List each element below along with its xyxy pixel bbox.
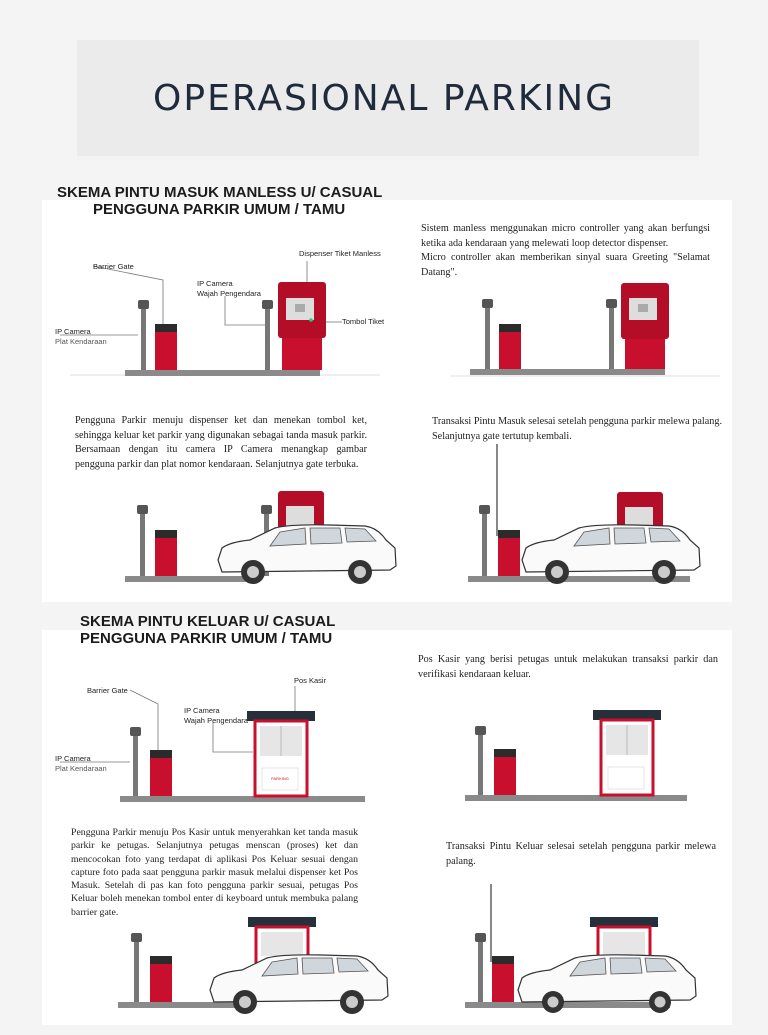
- label-ip-camera-plate-2: Plat Kendaraan: [55, 764, 107, 773]
- camera-icon: [475, 726, 486, 735]
- label-tombol-tiket: Tombol Tiket: [342, 317, 385, 326]
- label-ip-camera-face-2: Wajah Pengendara: [197, 289, 261, 298]
- road-base: [125, 370, 320, 376]
- exit-diagram-2: [460, 705, 720, 805]
- barrier-arm-raised: [490, 884, 492, 962]
- barrier-gate: [150, 757, 172, 796]
- barrier-arm-raised: [496, 444, 498, 536]
- page-title: OPERASIONAL PARKING: [153, 78, 615, 119]
- exit-diagram-4: [460, 880, 710, 1015]
- barrier-gate: [494, 756, 516, 795]
- label-barrier-gate: Barrier Gate: [93, 262, 134, 271]
- camera-pole: [141, 305, 146, 370]
- camera-icon: [130, 727, 141, 736]
- car-icon: [218, 525, 396, 584]
- camera-icon: [606, 299, 617, 308]
- entry-desc-top-right-1: Sistem manless menggunakan micro controller yang akan berfungsi ketika ada kendaraan yang melewati loop detector dispenser.: [421, 223, 710, 249]
- label-ip-camera-plate: IP Camera: [55, 327, 91, 336]
- car-icon: [522, 525, 700, 584]
- exit-diagram-3: [110, 912, 400, 1017]
- barrier-gate: [150, 963, 172, 1002]
- exit-desc-bottom-right: Transaksi Pintu Keluar selesai setelah pengguna parkir melewa palang.: [446, 841, 716, 867]
- label-ip-camera-face: IP Camera: [197, 279, 233, 288]
- barrier-gate: [155, 331, 177, 370]
- label-barrier-gate: Barrier Gate: [87, 686, 128, 695]
- entry-title-line2: PENGGUNA PARKIR UMUM / TAMU: [93, 201, 346, 218]
- label-ip-camera-face-2: Wajah Pengendara: [184, 716, 248, 725]
- entry-desc-top-right: [421, 222, 710, 280]
- exit-desc-top-right: Pos Kasir yang berisi petugas untuk melakukan transaksi parkir dan verifikasi kendaraan keluar.: [418, 654, 718, 680]
- label-ip-camera-plate-2: Plat Kendaraan: [55, 337, 107, 346]
- car-icon: [210, 955, 388, 1014]
- pos-kasir-booth: [593, 710, 661, 795]
- label-ip-camera-face: IP Camera: [184, 706, 220, 715]
- entry-diagram-4: [460, 440, 725, 590]
- camera-pole: [265, 305, 270, 370]
- barrier-gate: [499, 331, 521, 369]
- camera-icon: [479, 505, 490, 514]
- barrier-gate-top: [155, 324, 177, 332]
- label-pos-kasir: Pos Kasir: [294, 676, 327, 685]
- svg-text:PARKING: PARKING: [271, 776, 289, 781]
- barrier-gate: [155, 537, 177, 576]
- exit-title-line1: SKEMA PINTU KELUAR U/ CASUAL: [80, 613, 336, 630]
- camera-icon: [261, 505, 272, 514]
- camera-icon: [262, 300, 273, 309]
- exit-desc-bottom-left: Pengguna Parkir menuju Pos Kasir untuk menyerahkan ket tanda masuk parkir ke petugas. Selanjutnya petugas menscan (proses) ket dan mencocokan foto yang terdapat di aplikasi Pos Keluar sesuai dengan capture foto pada saat pengguna parkir masuk melalui dispenser ket Pos Masuk. Setelah di pas kan foto pengguna parkir sesuai, petugas Pos Keluar boleh menekan tombol enter di keyboard untuk membuka palang barrier gate.: [71, 827, 358, 918]
- barrier-gate: [492, 963, 514, 1002]
- pos-kasir-booth: [247, 711, 315, 796]
- entry-diagram-2: [440, 280, 725, 380]
- exit-title-line2: PENGGUNA PARKIR UMUM / TAMU: [80, 630, 333, 647]
- exit-diagram-1: [50, 680, 390, 810]
- camera-icon: [482, 299, 493, 308]
- barrier-gate: [498, 537, 520, 576]
- entry-title-line1: SKEMA PINTU MASUK MANLESS U/ CASUAL: [57, 184, 383, 201]
- entry-desc-bottom-left: Pengguna Parkir menuju dispenser ket dan menekan tombol ket, sehingga keluar ket parkir yang digunakan sebagai tanda masuk parkir. Bersamaan dengan itu camera IP Camera menangkap gambar pengguna parkir dan plat nomor kendaraan. Selanjutnya gate terbuka.: [75, 415, 367, 470]
- entry-desc-top-right-2: Micro controller akan memberikan sinyal suara Greeting "Selamat Datang".: [421, 252, 710, 278]
- label-ip-camera-plate: IP Camera: [55, 754, 91, 763]
- camera-icon: [137, 505, 148, 514]
- camera-icon: [131, 933, 142, 942]
- camera-icon: [475, 933, 486, 942]
- camera-icon: [138, 300, 149, 309]
- label-dispenser: Dispenser Tiket Manless: [299, 249, 381, 258]
- entry-desc-bottom-right: Transaksi Pintu Masuk selesai setelah pengguna parkir melewa palang. Selanjutnya gate tertutup kembali.: [432, 416, 722, 442]
- entry-diagram-3: [110, 488, 405, 588]
